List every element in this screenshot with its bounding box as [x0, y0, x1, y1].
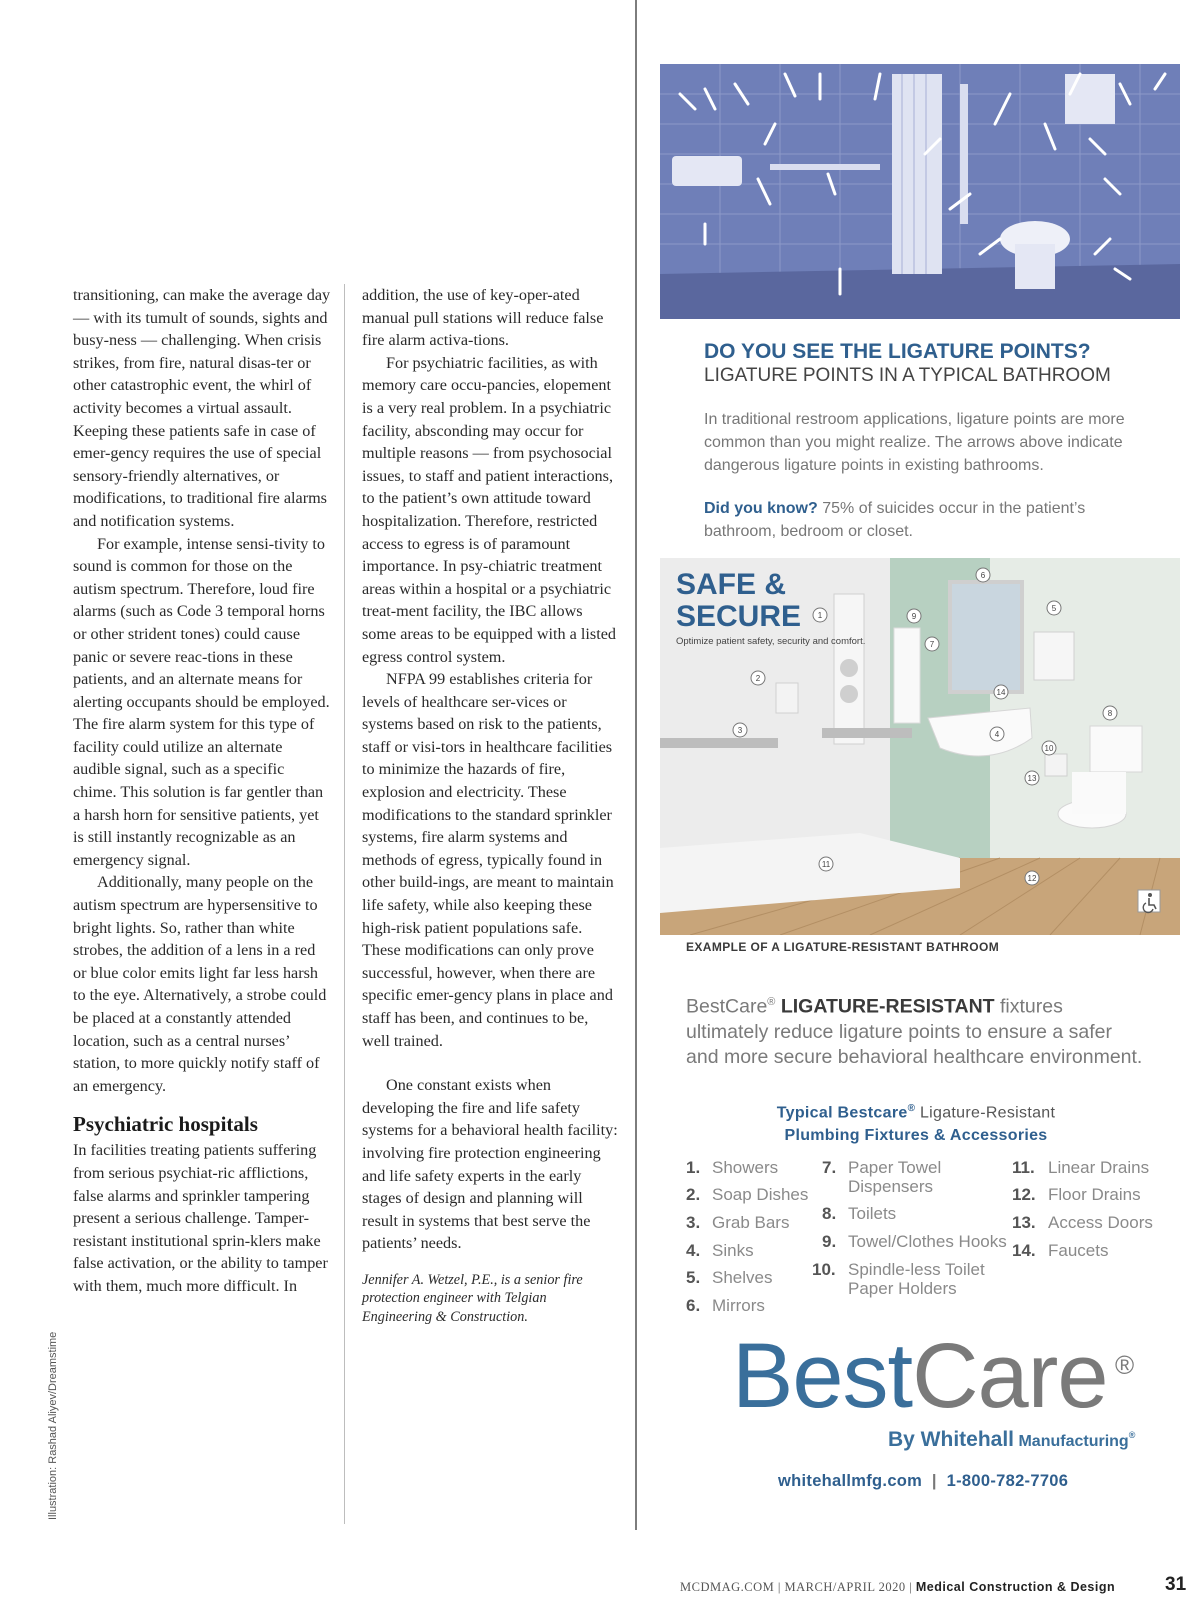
list-item: 6. Mirrors	[686, 1296, 765, 1315]
marker-6: 6	[980, 571, 986, 580]
footer-site: MCDMAG.COM	[680, 1580, 775, 1594]
ligature-points-photo	[660, 64, 1180, 319]
safe-sub: Optimize patient safety, security and comfort.	[676, 636, 866, 647]
list-item: 9. Towel/Clothes Hooks	[822, 1232, 1007, 1251]
fixtures-list-title	[686, 1097, 1146, 1147]
bestcare-logo	[732, 1325, 1108, 1427]
list-item: 5. Shelves	[686, 1268, 773, 1287]
body-reg: ®	[767, 996, 776, 1008]
marker-10: 10	[1044, 744, 1054, 753]
website-link[interactable]: whitehallmfg.com	[778, 1472, 923, 1490]
list-title-a: Typical Bestcare	[776, 1104, 908, 1122]
list-item: 10. Spindle-less Toilet Paper Holders	[812, 1260, 985, 1298]
ad-divider-line	[635, 0, 637, 1530]
ad-subheading: LIGATURE POINTS IN A TYPICAL BATHROOM	[704, 365, 1111, 386]
logo-care: Care	[912, 1325, 1108, 1427]
phone-number: 1-800-782-7706	[946, 1472, 1069, 1490]
marker-8: 8	[1107, 709, 1113, 718]
bathroom-illustration	[660, 64, 1180, 319]
logo-mfg: Manufacturing	[1014, 1433, 1129, 1450]
marker-12: 12	[1027, 874, 1037, 883]
ad-heading: DO YOU SEE THE LIGATURE POINTS?	[704, 340, 1091, 363]
list-item: 14. Faucets	[1012, 1241, 1109, 1260]
logo-reg: ®	[1115, 1350, 1135, 1380]
marker-2: 2	[755, 674, 761, 683]
list-item: 1. Showers	[686, 1158, 779, 1177]
accessibility-icon	[1138, 890, 1160, 912]
footer-date: | MARCH/APRIL 2020 |	[774, 1580, 916, 1594]
room-drawing	[660, 558, 1180, 935]
list-item: 13. Access Doors	[1012, 1213, 1153, 1232]
ad-did-you-know	[704, 497, 1154, 543]
col1-paragraph-3: Additionally, many people on the autism spectrum are hypersensitive to bright lights. So, rather than white strobes, the addition of a lens in a red or blue color emits light far less harsh to the eye. Alternatively, a strobe could be placed at a constantly attended location, such as a central nurses’ station, to more quickly notify staff of an emergency.	[73, 873, 327, 1095]
ad-contact	[778, 1472, 1200, 1491]
author-bio: Jennifer A. Wetzel, P.E., is a senior fire protection engineer with Telgian Engineering & Construction.	[362, 1271, 583, 1325]
logo-best: Best	[732, 1325, 913, 1427]
marker-3: 3	[737, 726, 743, 735]
page-number: 31	[1165, 1574, 1187, 1595]
col2-paragraph-1: addition, the use of key-oper-ated manual pull stations will reduce false fire alarm activa-tions.	[362, 286, 604, 350]
logo-by: By Whitehall	[888, 1428, 1015, 1451]
did-you-know-text: 75% of suicides occur in the patient’s bathroom, bedroom or closet.	[704, 500, 1086, 540]
did-you-know-label: Did you know?	[704, 500, 818, 517]
list-item: 4. Sinks	[686, 1241, 754, 1260]
col2-paragraph-3: NFPA 99 establishes criteria for levels of healthcare ser-vices or systems based on risk to the patients, staff or visi-tors in healthcare facilities to minimize the hazards of fire, explosion and electricity. These modifications to the standard sprinkler systems, fire alarm systems and methods of egress, typically found in other build-ings, are meant to maintain life safety, while also keeping these high-risk patient populations safe. These modifications can only prove successful, however, when there are specific emer-gency plans in place and staff has been, and continues to be, well trained.	[362, 670, 614, 1050]
list-item: 8. Toilets	[822, 1204, 897, 1223]
article-column-1	[73, 284, 331, 1298]
logo-by-whitehall	[888, 1428, 1135, 1452]
ligature-resistant-room-illustration	[660, 558, 1180, 935]
ad-body	[686, 990, 1146, 1070]
footer-publication: Medical Construction & Design	[915, 1580, 1116, 1594]
list-title-reg: ®	[907, 1103, 916, 1114]
section-heading: Psychiatric hospitals	[73, 1112, 258, 1137]
page-footer	[680, 1580, 1115, 1595]
contact-sep: |	[922, 1472, 947, 1490]
safe-title-2: SECURE	[676, 600, 802, 633]
col1-paragraph-1: transitioning, can make the average day — with its tumult of sounds, sights and busy-ness — challenging. When crisis strikes, from fire, natural disas-ter or other catastrophic event, the whirl of activity becomes a virtual assault. Keeping these patients safe in case of emer-gency requires the use of special sensory-friendly alternatives, or modifications, to traditional fire alarms and notification systems.	[73, 286, 331, 530]
marker-7: 7	[929, 640, 935, 649]
body-rest: fixtures ultimately reduce ligature points to ensure a safer and more secure behavioral healthcare environment.	[686, 995, 1143, 1068]
body-brand: BestCare	[686, 995, 768, 1018]
illustration-credit: Illustration: Rashad Aliyev/Dreamstime	[47, 1331, 59, 1520]
list-title-2: Plumbing Fixtures & Accessories	[784, 1127, 1048, 1145]
list-item: 7. Paper Towel Dispensers	[822, 1158, 942, 1196]
marker-14: 14	[996, 688, 1006, 697]
col1-paragraph-2: For example, intense sensi-tivity to sound is common for those on the autism spectrum. Therefore, loud fire alarms (such as Code 3 temporal horns or other strident tones) could cause panic or severe reac-tions in these patients, and an alternate means for alerting occupants should be employed. The fire alarm system for this type of facility could utilize an alternate audible signal, such as a specific chime. This solution is far gentler than a harsh horn for sensitive patients, yet is still instantly recognizable as an emergency signal.	[73, 534, 330, 869]
list-title-c: Ligature-Resistant	[915, 1104, 1056, 1122]
marker-9: 9	[911, 612, 917, 621]
marker-13: 13	[1027, 774, 1037, 783]
marker-5: 5	[1051, 604, 1057, 613]
list-item: 11. Linear Drains	[1012, 1158, 1150, 1177]
safe-title-1: SAFE &	[676, 568, 787, 601]
col2-paragraph-2: For psychiatric facilities, as with memory care occu-pancies, elopement is a very real problem. In a psychiatric facility, absconding may occur for multiple reasons — from psychosocial issues, to staff and patient interactions, to the patient’s own attitude toward hospitalization. Therefore, restricted access to egress is of paramount importance. In psy-chiatric treatment areas within a hospital or a psychiatric treat-ment facility, the IBC allows some areas to be equipped with a listed egress control system.	[362, 353, 616, 666]
logo-mfg-reg: ®	[1128, 1430, 1136, 1440]
col2-paragraph-4: One constant exists when developing the fire and life safety systems for a behavioral health facility: involving fire protection engineering and life safety experts in the early stages of design and planning will result in systems that best serve the patients’ needs.	[362, 1076, 618, 1253]
list-item: 12. Floor Drains	[1012, 1185, 1141, 1204]
article-column-2	[362, 284, 618, 1326]
column-divider	[344, 284, 345, 1524]
marker-4: 4	[994, 730, 1000, 739]
list-item: 3. Grab Bars	[686, 1213, 790, 1232]
col1-paragraph-4: In facilities treating patients suffering from serious psychiat-ric afflictions, false alarms and sprinkler tampering present a serious challenge. Tamper-resistant institutional sprin-klers make false activation, or the ability to tamper with them, much more difficult. In	[73, 1141, 328, 1295]
list-item: 2. Soap Dishes	[686, 1185, 809, 1204]
marker-1: 1	[817, 611, 823, 620]
ad-intro: In traditional restroom applications, ligature points are more common than you might realize. The arrows above indicate dangerous ligature points in existing bathrooms.	[704, 411, 1125, 474]
marker-11: 11	[821, 860, 831, 869]
room-caption: EXAMPLE OF A LIGATURE-RESISTANT BATHROOM	[686, 940, 1000, 954]
body-bold: LIGATURE-RESISTANT	[775, 995, 995, 1018]
